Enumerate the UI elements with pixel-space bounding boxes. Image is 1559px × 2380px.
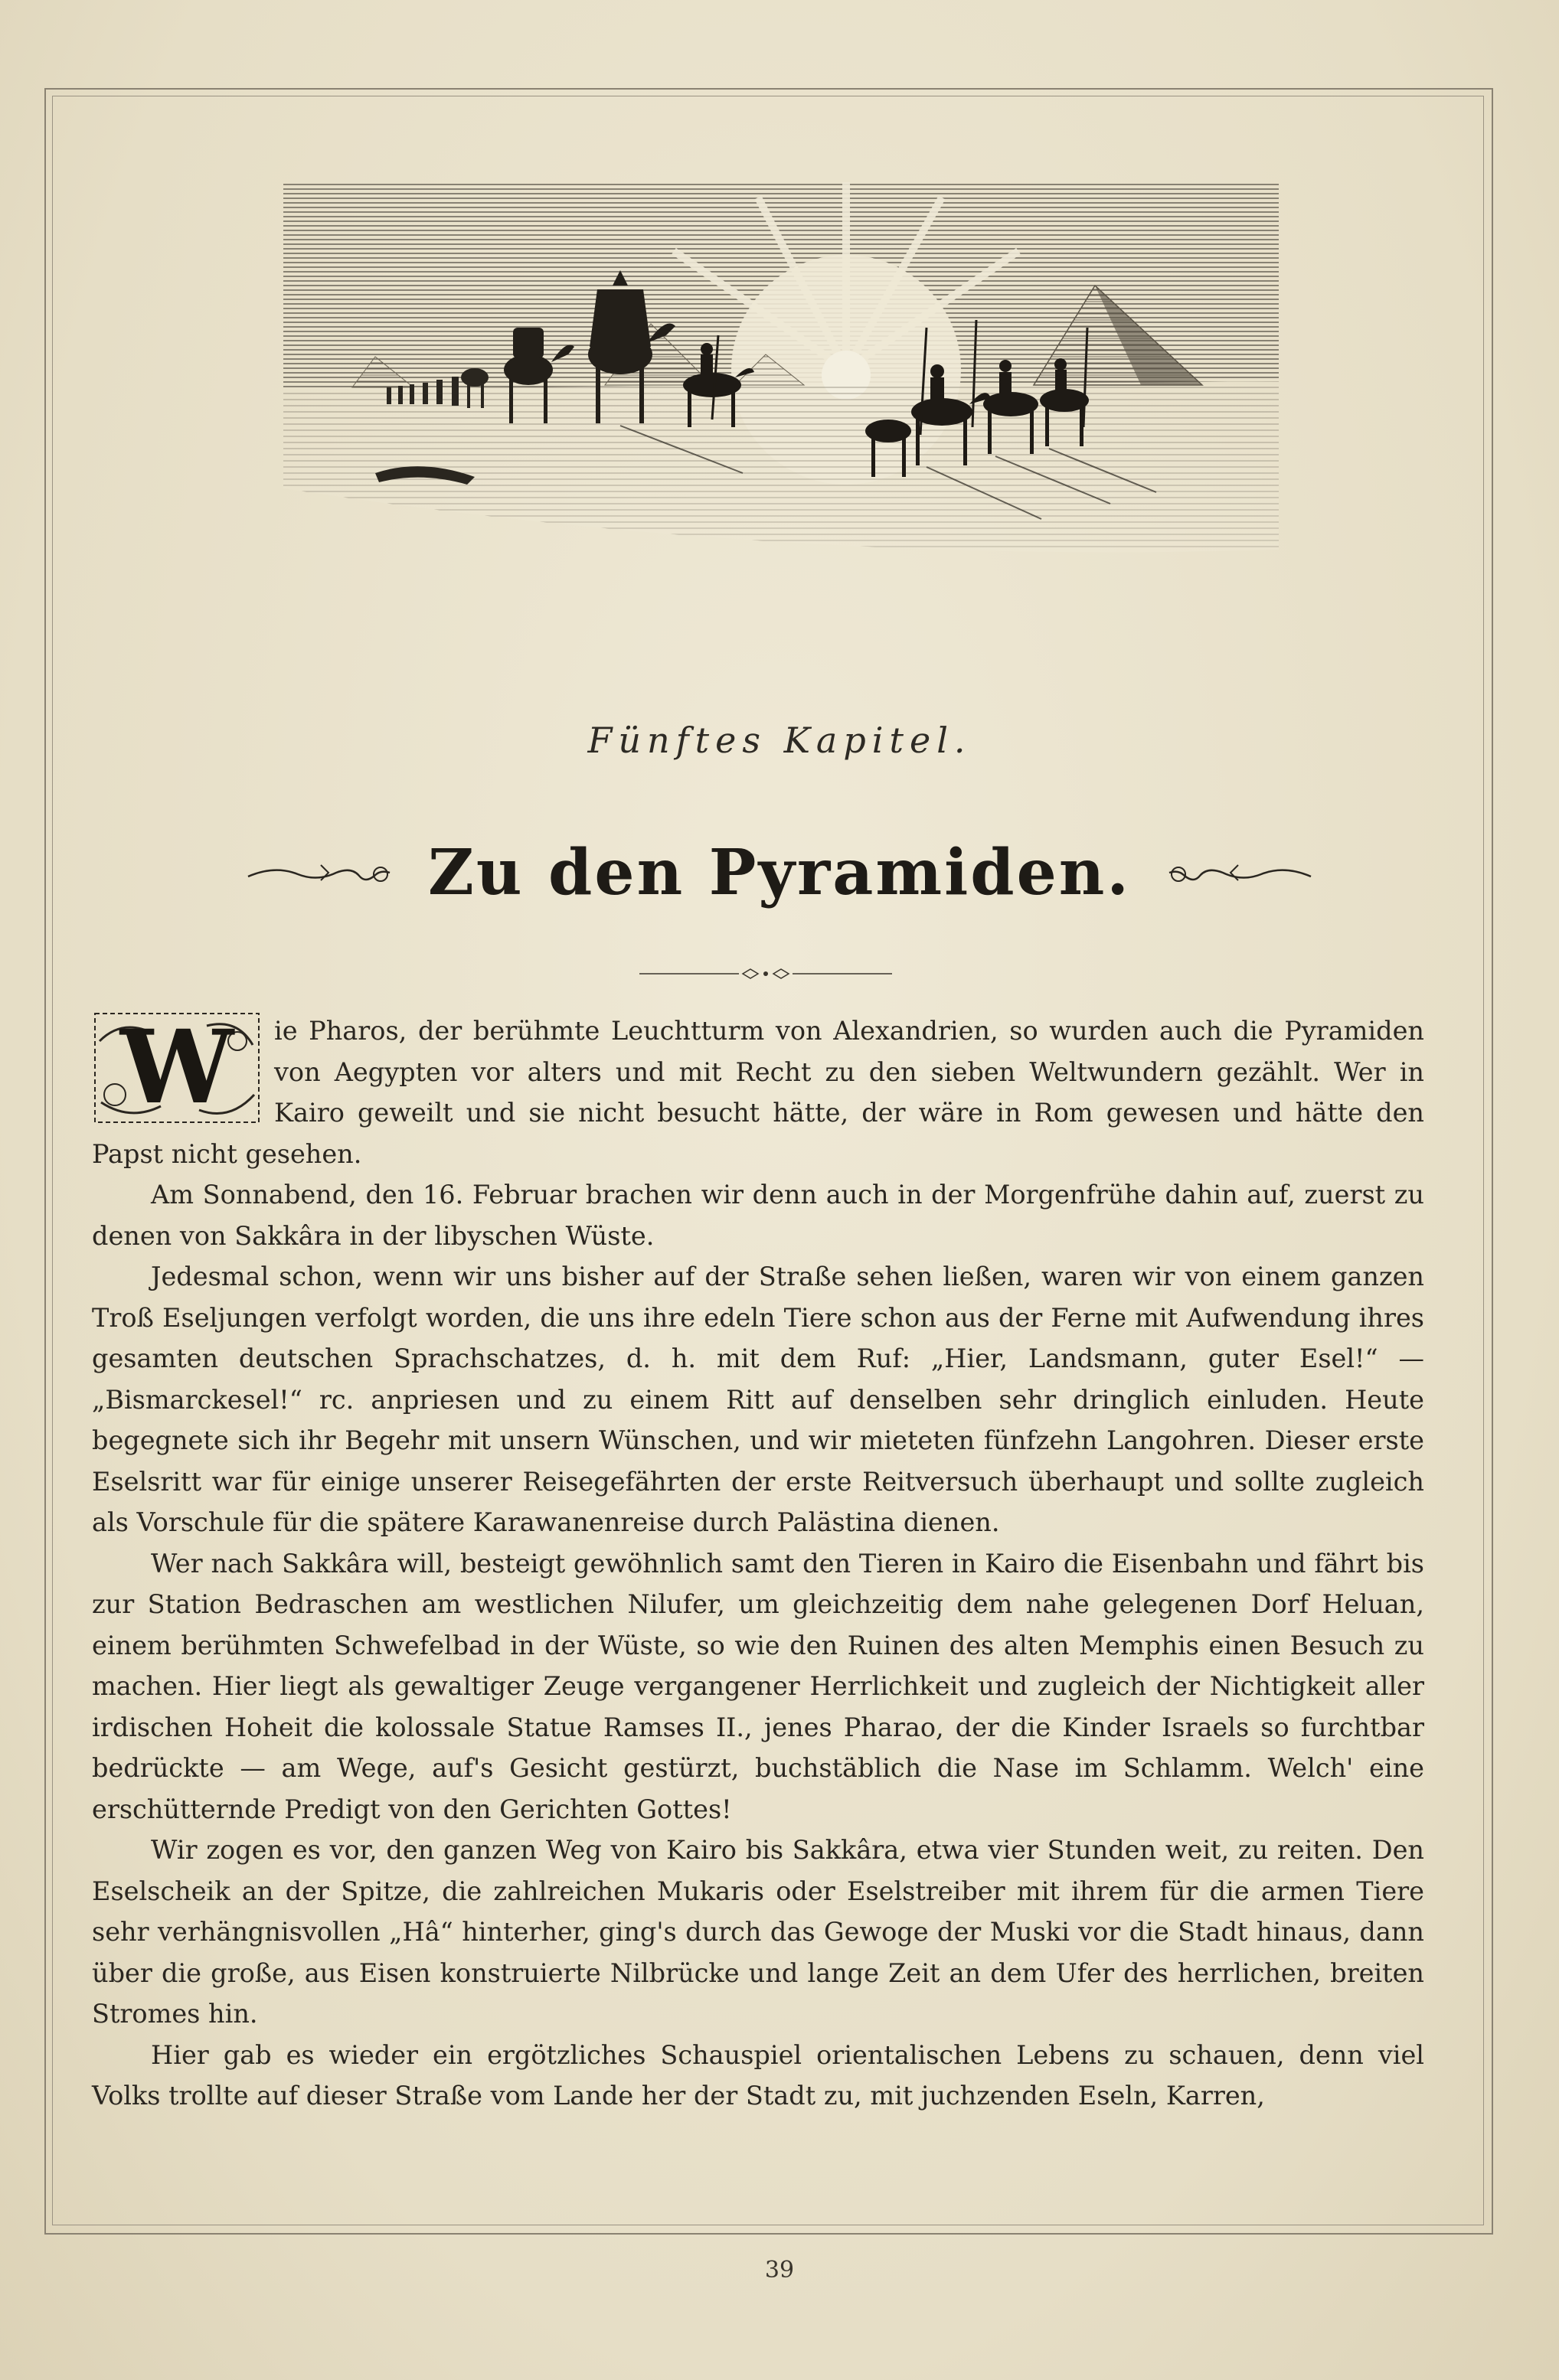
paragraph-6: Hier gab es wieder ein ergötzliches Schauspiel orientalischen Lebens zu schauen, denn viel Volks trollte auf dieser Straße vom Lande her der Stadt zu, mit juchzenden Eseln, Karren, [92, 2039, 1424, 2111]
paragraph-1: W ie Pharos, der berühmte Leuchtturm von Alexandrien, so wurden auch die Pyramiden von Aegypten vor alters und mit Recht zu den sieben Weltwundern gezählt. Wer in Kairo geweilt und sie nicht besucht hätte, der wäre in Rom gewesen und hätte den Papst nicht gesehen. [92, 1008, 1424, 1169]
pyramids-caravan-engraving [283, 182, 1279, 557]
ornamental-divider [639, 966, 892, 981]
page-number: 39 [764, 2257, 795, 2284]
right-flourish-icon [1162, 850, 1315, 896]
decorated-initial: W [92, 1010, 262, 1125]
paragraph-2: Am Sonnabend, den 16. Februar brachen wir denn auch in der Morgenfrühe dahin auf, zuerst zu denen von Sakkâra in der libyschen Wüste. [92, 1180, 1424, 1251]
chapter-title: Zu den Pyramiden. [428, 836, 1131, 909]
left-flourish-icon [244, 850, 397, 896]
body-text [92, 1010, 1424, 2117]
chapter-title-row [0, 831, 1559, 915]
paragraph-3: Jedesmal schon, wenn wir uns bisher auf der Straße sehen ließen, waren wir von einem ganzen Troß Eseljungen verfolgt worden, die uns ihre edeln Tiere schon aus der Ferne mit Aufwendung ihres gesamten deutschen Sprachschatzes, d. h. mit dem Ruf: „Hier, Landsmann, guter Esel!“ — „Bismarckesel!“ rc. anpriesen und zu einem Ritt auf denselben sehr dringlich einluden. Heute begegnete sich ihr Begehr mit unsern Wünschen, und wir mieteten fünfzehn Langohren. Dieser erste Eselsritt war für einige unserer Reisegefährten der erste Reitversuch überhaupt und sollte zugleich als Vorschule für die spätere Karawanenreise durch Palästina dienen. [92, 1262, 1424, 1537]
chapter-number: Fünftes Kapitel. [587, 720, 972, 761]
paragraph-4: Wer nach Sakkâra will, besteigt gewöhnlich samt den Tieren in Kairo die Eisenbahn und fährt bis zur Station Bedraschen am westlichen Nilufer, um gleichzeitig dem nahe gelegenen Dorf Heluan, einem berühmten Schwefelbad in der Wüste, so wie den Ruinen des alten Memphis einen Besuch zu machen. Hier liegt als gewaltiger Zeuge vergangener Herrlichkeit und zugleich der Nichtigkeit aller irdischen Hoheit die kolossale Statue Ramses II., jenes Pharao, der die Kinder Israels so furchtbar bedrückte — am Wege, auf's Gesicht gestürzt, buchstäblich die Nase im Schlamm. Welch' eine erschütternde Predigt von den Gerichten Gottes! [92, 1548, 1424, 1824]
paragraph-5: Wir zogen es vor, den ganzen Weg von Kairo bis Sakkâra, etwa vier Stunden weit, zu reiten. Den Eselscheik an der Spitze, die zahlreichen Mukaris oder Eselstreiber mit ihrem für die armen Tiere sehr verhängnisvollen „Hâ“ hinterher, ging's durch das Gewoge der Muski vor die Stadt hinaus, dann über die große, aus Eisen konstruierte Nilbrücke und lange Zeit an dem Ufer des herrlichen, breiten Stromes hin. [92, 1835, 1424, 2029]
